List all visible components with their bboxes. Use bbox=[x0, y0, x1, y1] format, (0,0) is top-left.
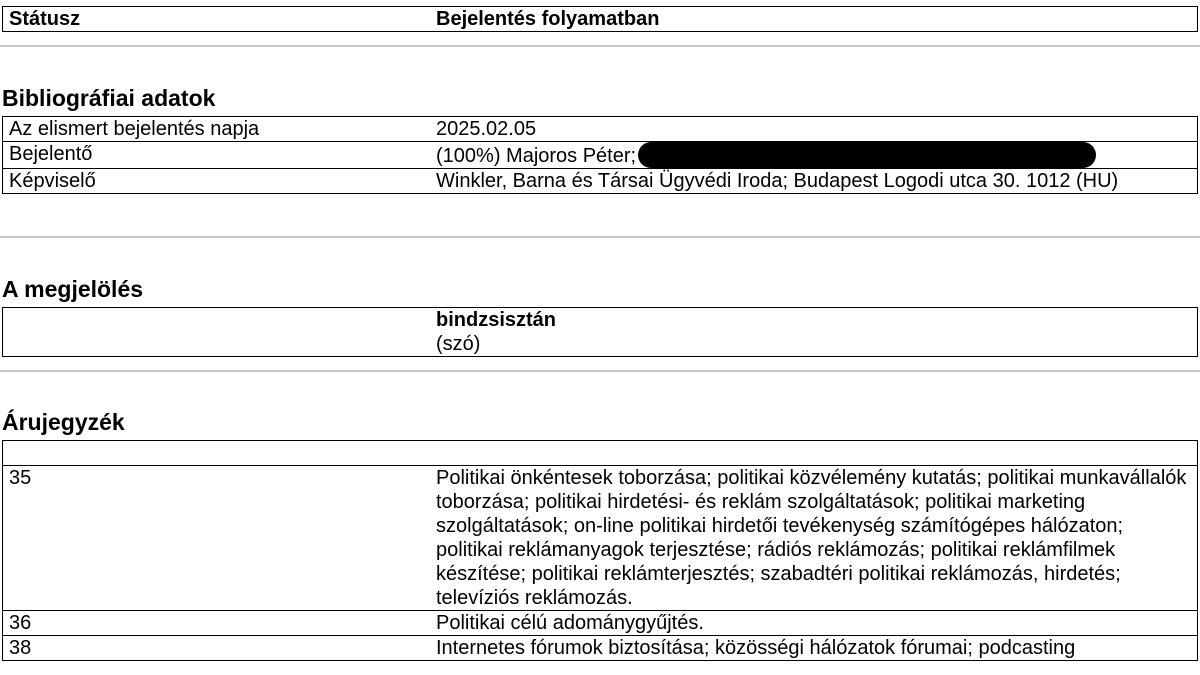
applicant-cell bbox=[430, 142, 1198, 169]
status-value: Bejelentés folyamatban bbox=[436, 8, 660, 30]
mark-type: (szó) bbox=[436, 333, 481, 355]
filing-date-value: 2025.02.05 bbox=[430, 117, 1198, 142]
goods-table bbox=[2, 440, 1198, 661]
status-table bbox=[2, 6, 1198, 32]
class-number: 38 bbox=[9, 637, 32, 659]
section-divider bbox=[0, 236, 1200, 238]
class-description: Politikai célú adománygyűjtés. bbox=[430, 611, 1198, 636]
class-description: Internetes fórumok biztosítása; közösségi hálózatok fórumai; podcasting bbox=[436, 637, 1076, 659]
applicant-label: Bejelentő bbox=[3, 142, 431, 169]
class-number: 36 bbox=[3, 611, 431, 636]
representative-value: Winkler, Barna és Társai Ügyvédi Iroda; Budapest Logodi utca 30. 1012 (HU) bbox=[436, 170, 1119, 192]
section-divider bbox=[0, 370, 1200, 372]
table-row bbox=[3, 142, 1198, 169]
mark-cell bbox=[430, 308, 1198, 357]
table-row bbox=[3, 636, 1198, 661]
table-row bbox=[3, 466, 1198, 611]
mark-heading: A megjelölés bbox=[2, 276, 144, 302]
applicant-value: (100%) Majoros Péter; bbox=[436, 145, 637, 167]
redaction-bar bbox=[638, 142, 1096, 168]
table-row bbox=[3, 117, 1198, 142]
mark-name: bindzsisztán bbox=[436, 309, 557, 331]
bibliographic-heading: Bibliográfiai adatok bbox=[2, 85, 216, 111]
table-row bbox=[3, 169, 1198, 194]
mark-table bbox=[2, 307, 1198, 357]
section-divider bbox=[0, 45, 1200, 47]
bibliographic-table bbox=[2, 116, 1198, 194]
status-label: Státusz bbox=[9, 8, 81, 30]
representative-label: Képviselő bbox=[9, 170, 96, 192]
goods-heading: Árujegyzék bbox=[2, 409, 125, 435]
class-number: 35 bbox=[3, 466, 431, 611]
filing-date-label: Az elismert bejelentés napja bbox=[3, 117, 431, 142]
table-row bbox=[3, 611, 1198, 636]
class-description: Politikai önkéntesek toborzása; politikai közvélemény kutatás; politikai munkavállalók toborzása; politikai hirdetési- és reklám szolgáltatások; politikai marketing szolgáltatások; on-line politikai hirdetői tevékenység számítógépes hálózaton; politikai reklámanyagok terjesztése; rádiós reklámozás; politikai reklámfilmek készítése; politikai reklámterjesztés; szabadtéri politikai reklámozás, hirdetés; televíziós reklámozás. bbox=[430, 466, 1198, 611]
